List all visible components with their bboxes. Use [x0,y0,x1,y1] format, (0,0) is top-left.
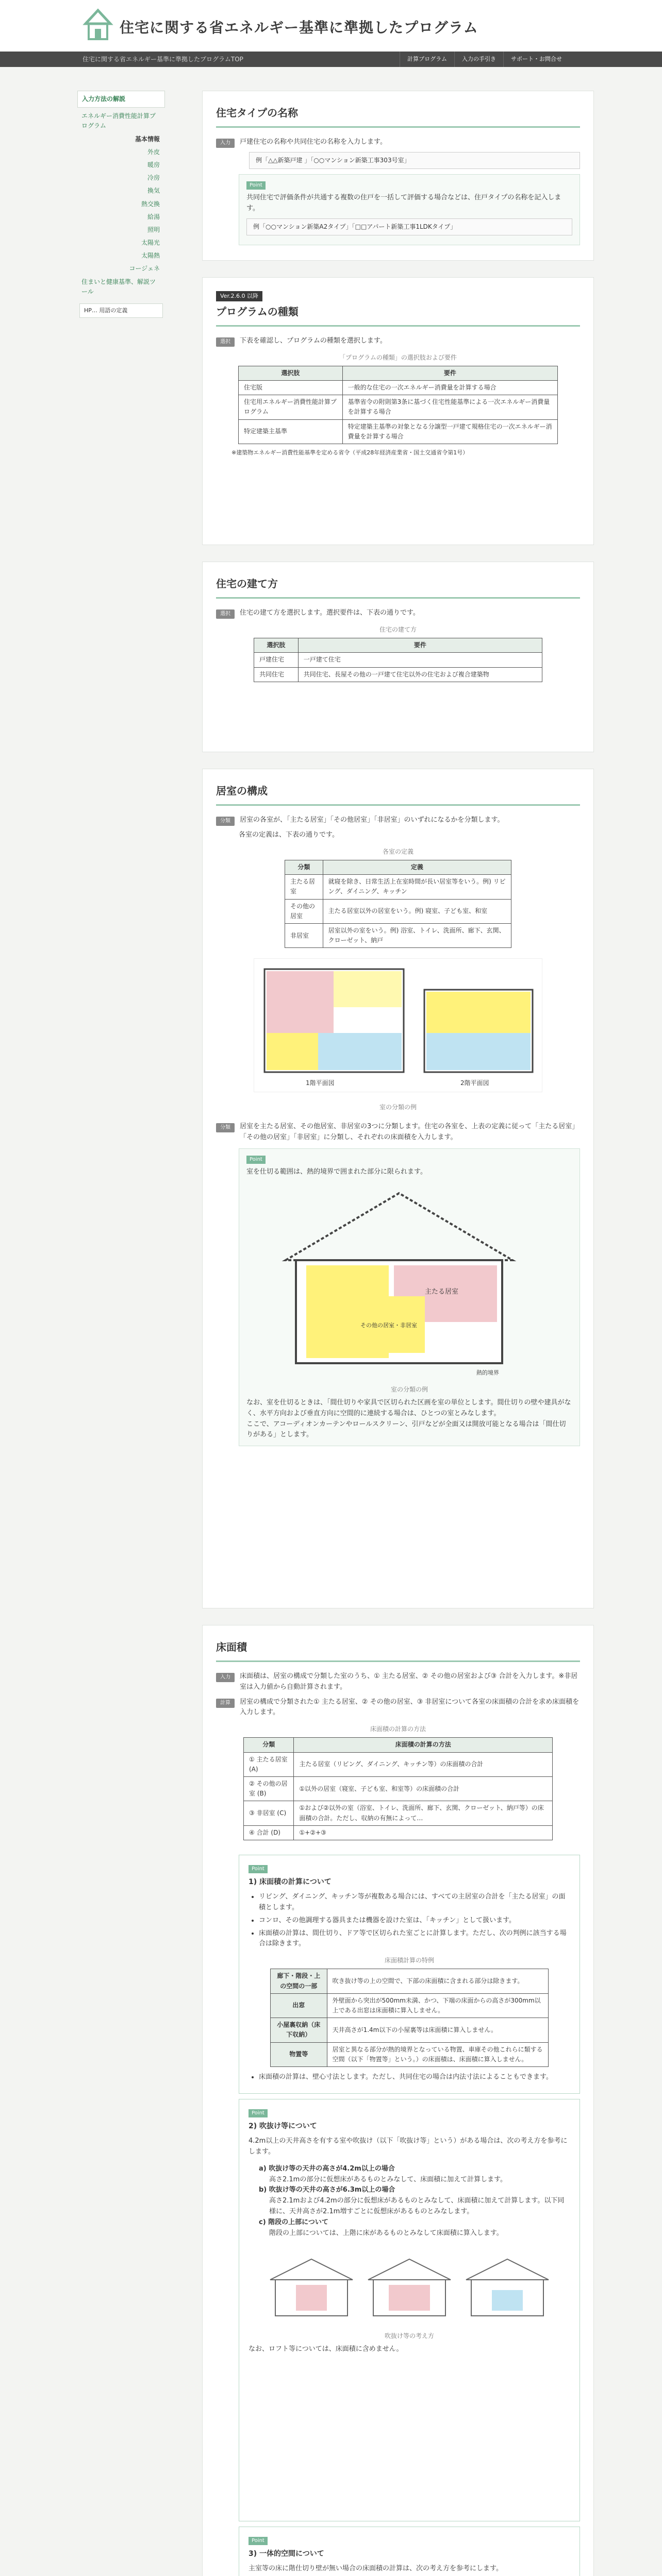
list-item: • 床面積の計算は、壁心寸法とします。ただし、共同住宅の場合は内法寸法によることもできます。 [259,2072,570,2083]
text: 主室等の床に階仕切り壁が無い場合の床面積の計算は、次の考え方を参考にします。 [249,2565,503,2573]
figure-caption: 室の分類の例 [390,1385,428,1393]
section-title: 床面積 [216,1625,580,1662]
cell: 一戸建て住宅 [298,653,542,667]
room-definition-table [285,860,511,948]
sidebar-item-lighting[interactable]: 照明 [147,226,160,233]
table-caption: 床面積計算の特例 [384,1957,434,1964]
badge: 選択 [216,609,235,619]
cell: 共同住宅 [254,667,299,682]
site-header [0,0,662,52]
cell: 戸建住宅 [254,653,299,667]
sidebar-item-basic[interactable]: 基本情報 [135,135,160,143]
sidebar-item-ventilation[interactable]: 換気 [147,187,160,195]
text: 4.2m以上の天井高さを有する室や吹抜け（以下「吹抜け等」という）がある場合は、次の考え方を参考にします。 [249,2137,568,2156]
nav-guide[interactable]: 入力の手引き [454,52,503,67]
note-badge: Point [249,2537,268,2545]
text: 下表を確認し、プログラムの種類を選択します。 [240,336,387,345]
site-title[interactable]: 住宅に関する省エネルギー基準に準拠したプログラム [120,19,478,36]
badge: 入力 [216,1673,235,1682]
note-badge: Point [249,1865,268,1873]
breadcrumb[interactable]: 住宅に関する省エネルギー基準に準拠したプログラムTOP [82,56,243,63]
fig-label-other-room: その他の居室・非居室 [360,1321,417,1329]
nav-support[interactable]: サポート・お問合せ [503,52,569,67]
box-heading: 1) 床面積の計算について [249,1877,332,1886]
row-header: 出窓 [271,1993,327,2018]
text: 戸建住宅の名称や共同住宅の名称を入力します。 [240,138,387,146]
cell: 特定建築主基準の対象となる分譲型一戸建て規格住宅の一次エネルギー消費量を計算する場合 [342,419,557,444]
col-header: 床面積の計算の方法 [294,1738,553,1752]
note-text: 室を仕切る範囲は、熱的境界で囲まれた部分に限られます。 [246,1168,427,1176]
text: 各室の定義は、下表の通りです。 [239,831,339,839]
cell: 一般的な住宅の一次エネルギー消費量を計算する場合 [342,380,557,395]
note-box-stairwell [239,2099,580,2521]
section-program-type [202,277,594,545]
cell: 居室以外の室をいう。例) 浴室、トイレ、洗面所、廊下、玄関、クローゼット、納戸 [323,923,511,947]
fig-label-1f: 1階平面図 [306,1079,335,1087]
sidebar-item-envelope[interactable]: 外皮 [147,148,160,156]
sidebar-item-solar-pv[interactable]: 太陽光 [141,239,160,247]
note-text: ここで、アコーディオンカーテンやロールスクリーン、引戸などが全面又は開放可能となる場合は「間仕切りがある」とします。 [246,1420,566,1439]
table-caption: 床面積の計算の方法 [370,1725,426,1733]
col-header: 要件 [342,366,557,380]
cell: ④ 合計 (D) [244,1825,294,1840]
section-title: 住宅タイプの名称 [216,91,580,128]
col-header: 選択肢 [239,366,343,380]
cell: 就寝を除き、日常生活上在室時間が長い居室等をいう。例) リビング、ダイニング、キッチン [323,875,511,899]
text: 住宅の建て方を選択します。選択要件は、下表の通りです。 [240,609,420,617]
cell: ①および②以外の室（浴室、トイレ、洗面所、廊下、玄関、クローゼット、納戸等）の床面積の合計。ただし、収納の有無によって… [294,1801,553,1825]
note-text: 共同住宅で評価条件が共通する複数の住戸を一括して評価する場合などは、住戸タイプの名称を記入します。 [246,194,561,212]
example-box: 例「△△新築戸建 」「○○マンション新築工事303号室」 [249,152,580,169]
figure-caption: 室の分類の例 [379,1104,417,1111]
cell: ①+②+③ [294,1825,553,1840]
special-rules-table [270,1969,549,2067]
note-badge: Point [249,2109,268,2117]
section-room-composition [202,769,594,1608]
cell: 天井高さが1.4m以下の小屋裏等は床面積に算入しません。 [327,2018,548,2042]
version-tag: Ver.2.6.0 以降 [216,291,262,301]
table-footnote: ※建築物エネルギー消費性能基準を定める省令（平成28年経済産業省・国土交通省令第1号） [231,449,469,456]
top-nav [0,52,662,67]
text: 高さ2.1mおよび4.2mの部分に仮想床があるものとみなして、床面積に加えて計算します。以下同様に、天井高さが2.1m増すごとに仮想床があるものとみなします。 [269,2197,565,2215]
cell: 主たる居室以外の居室をいう。例) 寝室、子ども室、和室 [323,899,511,923]
note-box [239,174,580,245]
badge: 選択 [216,337,235,347]
badge: 分類 [216,817,235,826]
note-box [239,1148,580,1446]
subheading: a) 吹抜け等の天井の高さが4.2m以上の場合 [259,2164,395,2173]
note-box-floor-area [239,1855,580,2094]
col-header: 選択肢 [254,638,299,653]
section-floor-area [202,1625,594,2576]
sidebar-item-cooling[interactable]: 冷房 [147,174,160,182]
subheading: c) 階段の上部について [259,2218,328,2226]
example-box: 例「○○マンション新築A2タイプ」「□□アパート新築工事1LDKタイプ」 [246,218,572,235]
note-box-continuous-space [239,2527,580,2576]
table-caption: 「プログラムの種類」の選択肢および要件 [339,353,457,361]
section-title: プログラムの種類 [216,301,580,327]
note-badge: Point [246,1156,266,1164]
cell: 居室と異なる部分が熱的境界となっている物置、車庫その他これらに類する空間（以下「物置等」という。）の床面積は、床面積に算入しません。 [327,2042,548,2066]
cell: 共同住宅、長屋その他の一戸建て住宅以外の住宅および複合建築物 [298,667,542,682]
sidebar-heading[interactable]: 入力方法の解説 [77,91,165,108]
badge: 計算 [216,1699,235,1708]
sidebar-item-solar-thermal[interactable]: 太陽熱 [141,252,160,260]
cell: 非居室 [285,923,323,947]
text: 居室を主たる居室、その他居室、非居室の3つに分類します。住宅の各室を、上表の定義に従って「主たる居室」「その他の居室」「非居室」に分類し、それぞれの床面積を入力します。 [240,1123,579,1142]
figure-caption: 吹抜け等の考え方 [384,2332,434,2340]
section-housing-name [202,91,594,261]
text: 居室の各室が、「主たる居室」「その他居室」「非居室」のいずれになるかを分類します。 [240,816,504,824]
cell: その他の居室 [285,899,323,923]
row-header: 物置等 [271,2042,327,2066]
sidebar-item-hot-water[interactable]: 給湯 [147,213,160,221]
cell: ①以外の居室（寝室、子ども室、和室等）の床面積の合計 [294,1776,553,1801]
sidebar-item-heating[interactable]: 暖房 [147,161,160,168]
cell: ③ 非居室 (C) [244,1801,294,1825]
main-content [202,91,594,2576]
list-item: • リビング、ダイニング、キッチン等が複数ある場合には、すべての主居室の合計を「主たる居室」の面積とします。 [259,1892,570,1913]
row-header: 小屋裏収納（床下収納） [271,2018,327,2042]
col-header: 分類 [285,860,323,874]
room-section-figure [255,1183,564,1379]
cell: 主たる居室 [285,875,323,899]
row-header: 廊下・階段・上の空間の一部 [271,1969,327,1993]
stairwell-figure [265,2249,554,2321]
cell: 特定建築主基準 [239,419,343,444]
subheading: b) 吹抜け等の天井の高さが6.3m以上の場合 [259,2186,395,2194]
cell: 住宅版 [239,380,343,395]
glossary-button[interactable]: HP… 用語の定義 [79,303,163,318]
cell: 外壁面から突出が500mm未満、かつ、下端の床面からの高さが300mm以上である出窓は床面積に算入しません。 [327,1993,548,2018]
sidebar-item-cogeneration[interactable]: コージェネ [129,265,160,273]
text: 居室の構成で分類された① 主たる居室、② その他の居室、③ 非居室について各室の床面積の合計を求め床面積を入力します。 [240,1698,580,1717]
table-caption: 各室の定義 [382,848,413,855]
note-text: なお、室を仕切るときは、「間仕切りや家具で区切られた区画を室の単位とします。間仕切りの壁や建具がなく、水平方向および垂直方向に空間的に連続する場合は、ひとつの室とみなします。 [246,1399,571,1417]
fig-label-thermal-boundary: 熱的境界 [476,1369,499,1376]
text: 高さ2.1mの部分に仮想床があるものとみなして、床面積に加えて計算します。 [269,2175,507,2183]
sidebar-link-extra[interactable]: 住まいと健康基準、解説ツール [81,278,156,295]
nav-programs[interactable]: 計算プログラム [400,52,454,67]
text: 床面積は、居室の構成で分類した室のうち、① 主たる居室、② その他の居室および③ 合計を入力します。※非居室は入力値から自動計算されます。 [240,1672,578,1691]
fig-label-2f: 2階平面図 [460,1079,489,1087]
floor-area-table [243,1737,553,1840]
cell: 住宅用エネルギー消費性能計算プログラム [239,395,343,419]
sidebar-item-heat-exchange[interactable]: 熱交換 [141,200,160,208]
building-type-table [254,638,542,682]
sidebar-link-program[interactable]: エネルギー消費性能計算プログラム [81,112,156,130]
cell: 主たる居室（リビング、ダイニング、キッチン等）の床面積の合計 [294,1752,553,1776]
cell: 基準省令の附則第3条に基づく住宅性能基準による一次エネルギー消費量を計算する場合 [342,395,557,419]
bullet-list [259,1892,570,1950]
section-title: 居室の構成 [216,769,580,806]
house-logo-icon[interactable] [82,4,113,45]
badge: 入力 [216,139,235,148]
badge: 分類 [216,1123,235,1132]
list-item: • コンロ、その他調理する器具または機器を設けた室は、「キッチン」として扱います。 [259,1916,570,1926]
text: なお、ロフト等については、床面積に含めません。 [249,2345,403,2353]
text: 階段の上部については、上階に床があるものとみなして床面積に算入します。 [269,2229,503,2237]
cell: ② その他の居室 (B) [244,1776,294,1801]
col-header: 分類 [244,1738,294,1752]
col-header: 要件 [298,638,542,653]
table-caption: 住宅の建て方 [379,626,417,633]
section-title: 住宅の建て方 [216,562,580,599]
fig-label-main-room: 主たる居室 [425,1287,459,1296]
sidebar [77,91,165,323]
col-header: 定義 [323,860,511,874]
note-badge: Point [246,181,266,190]
list-item: • 床面積の計算は、間仕切り、ドア等で区切られた室ごとに計算します。ただし、次の判例に該当する場合は除きます。 [259,1928,570,1950]
floor-plan-figure [254,958,542,1092]
cell: 吹き抜け等の上の空間で、下部の床面積に含まれる部分は除きます。 [327,1969,548,1993]
cell: ① 主たる居室 (A) [244,1752,294,1776]
program-type-table [238,366,558,444]
section-building-type [202,562,594,752]
box-heading: 2) 吹抜け等について [249,2122,317,2130]
box-heading: 3) 一体的空間について [249,2549,324,2558]
